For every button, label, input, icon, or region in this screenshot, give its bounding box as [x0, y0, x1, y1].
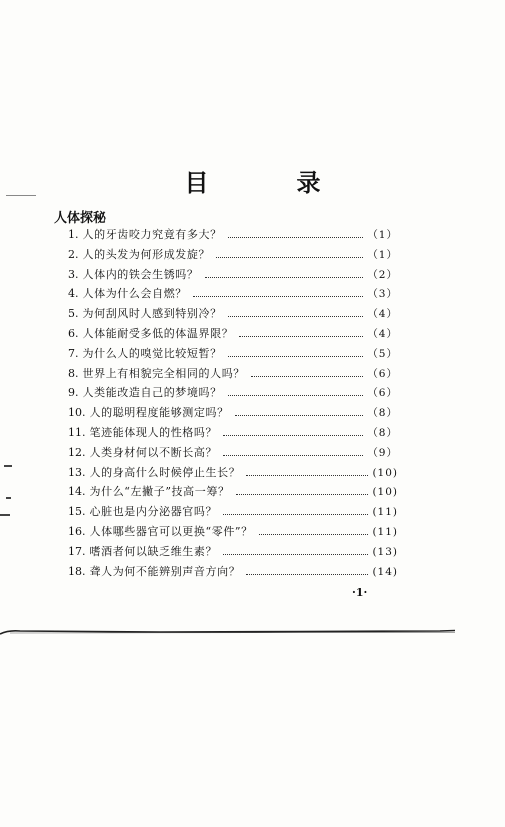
toc-entry [68, 285, 398, 305]
margin-scan-mark [4, 465, 12, 467]
entry-title: 心脏也是内分泌器官吗？ [89, 505, 218, 519]
entry-page: （2） [367, 268, 398, 281]
entry-number: 13. [68, 465, 86, 479]
toc-entry [68, 365, 398, 385]
dot-leader [223, 514, 368, 515]
entry-number: 1. [68, 228, 79, 241]
toc-entry [68, 483, 398, 503]
toc-entry [68, 325, 398, 345]
entry-number: 4. [68, 287, 79, 301]
entry-title: 人的聪明程度能够测定吗？ [89, 406, 229, 420]
entry-page: （4） [367, 308, 398, 321]
entry-number: 8. [68, 366, 79, 380]
margin-scan-mark [6, 195, 36, 196]
entry-title: 为何刮风时人感到特别冷？ [82, 307, 222, 321]
table-of-contents [68, 226, 398, 582]
dot-leader [259, 534, 369, 535]
toc-entry [68, 464, 398, 484]
entry-title: 人的身高什么时候停止生长？ [89, 465, 241, 479]
dot-leader [251, 376, 363, 377]
entry-page: （4） [367, 327, 398, 340]
dot-leader [246, 475, 368, 476]
entry-number: 15. [68, 505, 86, 519]
dot-leader [228, 316, 364, 317]
dot-leader [246, 574, 368, 575]
toc-entry [68, 523, 398, 543]
entry-page: (10) [372, 466, 398, 479]
entry-number: 18. [68, 564, 86, 578]
toc-entry [68, 424, 398, 444]
entry-title: 人体哪些器官可以更换“零件”？ [89, 524, 253, 538]
margin-scan-mark [0, 514, 10, 516]
entry-number: 9. [68, 386, 79, 400]
entry-title: 人类能改造自己的梦境吗？ [82, 386, 222, 400]
entry-title: 聋人为何不能辨别声音方向？ [89, 564, 241, 578]
entry-number: 17. [68, 544, 86, 558]
toc-entry [68, 444, 398, 464]
dot-leader [223, 554, 368, 555]
toc-entry [68, 503, 398, 523]
entry-number: 12. [68, 445, 86, 459]
dot-leader [205, 277, 364, 278]
toc-entry [68, 563, 398, 583]
entry-number: 11. [68, 425, 86, 439]
section-heading: 人体探秘 [54, 211, 107, 226]
entry-page: （1） [367, 229, 398, 241]
entry-title: 人类身材何以不断长高？ [89, 445, 218, 459]
entry-number: 16. [68, 524, 86, 538]
entry-page: (13) [372, 545, 398, 558]
margin-scan-mark [6, 497, 11, 499]
dot-leader [223, 455, 363, 456]
entry-title: 人的牙齿咬力究竟有多大？ [82, 228, 222, 241]
entry-page: （5） [367, 347, 398, 360]
entry-title: 嗜酒者何以缺乏维生素？ [89, 544, 218, 558]
toc-entry [68, 404, 398, 424]
entry-number: 5. [68, 307, 79, 321]
entry-page: （6） [367, 367, 398, 380]
entry-page: (10) [372, 486, 398, 499]
page-number: ·1· [352, 586, 368, 599]
dot-leader [235, 415, 364, 416]
entry-title: 为什么人的嗅觉比较短暂？ [82, 346, 222, 360]
dot-leader [239, 336, 363, 337]
dot-leader [228, 356, 364, 357]
dot-leader [236, 494, 369, 495]
entry-number: 3. [68, 267, 79, 281]
entry-title: 人体为什么会自燃？ [82, 287, 187, 301]
entry-number: 7. [68, 346, 79, 360]
entry-title: 人的头发为何形成发旋？ [82, 247, 211, 261]
entry-title: 世界上有相貌完全相同的人吗？ [82, 366, 245, 380]
toc-entry [68, 266, 398, 286]
entry-page: （1） [367, 248, 398, 261]
entry-number: 14. [68, 485, 86, 499]
bottom-rule [0, 628, 455, 638]
toc-entry [68, 246, 398, 266]
entry-number: 2. [68, 247, 79, 261]
dot-leader [216, 257, 363, 258]
toc-entry [68, 305, 398, 325]
entry-number: 6. [68, 326, 79, 340]
toc-entry [68, 384, 398, 404]
entry-page: （6） [367, 387, 398, 400]
entry-page: (11) [372, 506, 398, 519]
entry-page: (11) [372, 525, 398, 538]
entry-title: 为什么“左撇子”技高一筹？ [89, 485, 230, 499]
entry-page: （9） [367, 446, 398, 459]
page-title: 目 录 [184, 168, 353, 197]
toc-entry [68, 226, 398, 246]
entry-page: （8） [367, 407, 398, 420]
entry-page: (14) [372, 565, 398, 578]
entry-page: （8） [367, 426, 398, 439]
toc-entry [68, 543, 398, 563]
dot-leader [228, 395, 364, 396]
entry-number: 10. [68, 406, 86, 420]
dot-leader [223, 435, 363, 436]
dot-leader [228, 237, 364, 238]
entry-title: 人体内的铁会生锈吗？ [82, 267, 199, 281]
toc-entry [68, 345, 398, 365]
entry-page: （3） [367, 288, 398, 301]
entry-title: 人体能耐受多低的体温界限？ [82, 326, 234, 340]
dot-leader [193, 296, 363, 297]
entry-title: 笔迹能体现人的性格吗？ [89, 425, 218, 439]
